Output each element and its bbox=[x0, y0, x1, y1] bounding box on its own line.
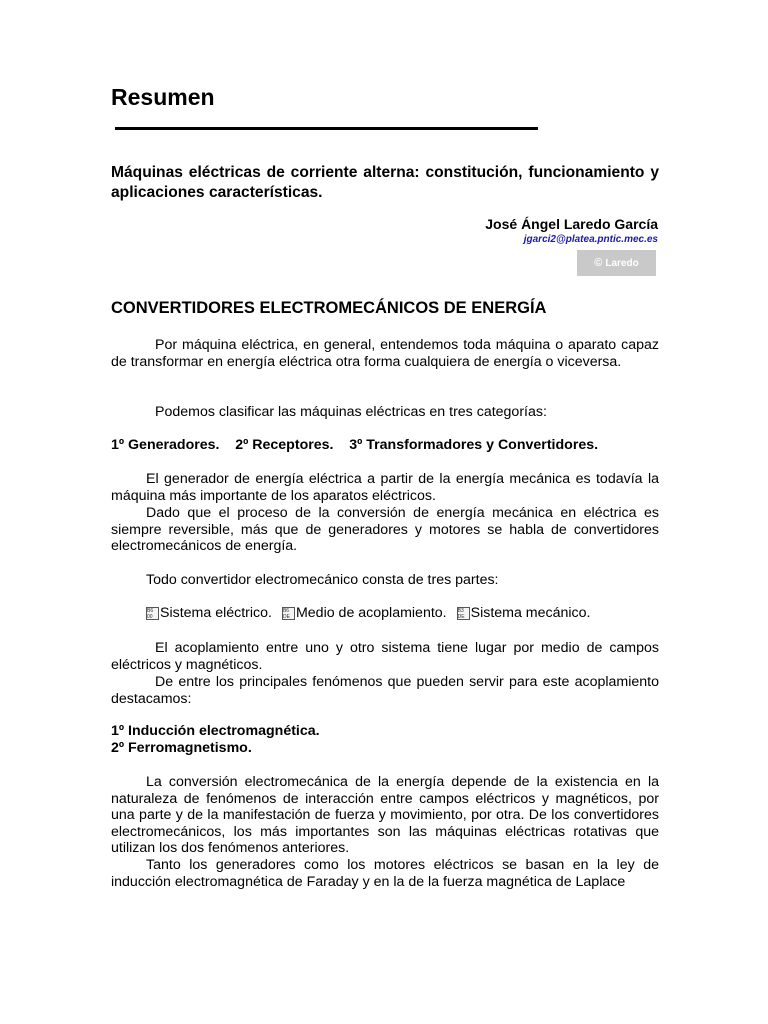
paragraph-generator: El generador de energía eléctrica a partir de la energía mecánica es todavía la máquina más importante de los aparatos eléctricos. bbox=[111, 471, 659, 504]
logo-text: Laredo bbox=[605, 257, 639, 269]
copyright-icon: © bbox=[594, 257, 603, 269]
paragraph-reversible: Dado que el proceso de la conversión de energía mecánica en eléctrica es siempre reversible, más que de generadores y motores se habla de convertidores electromecánicos de energía. bbox=[111, 505, 659, 554]
document-subject: Máquinas eléctricas de corriente alterna: constitución, funcionamiento y aplicaciones características. bbox=[111, 164, 659, 201]
paragraph-classification: Podemos clasificar las máquinas eléctricas en tres categorías: bbox=[155, 404, 547, 420]
phenomenon-ferromagnetism: 2º Ferromagnetismo. bbox=[111, 740, 252, 756]
phenomenon-induction: 1º Inducción electromagnética. bbox=[111, 723, 320, 739]
list-item bbox=[457, 605, 591, 622]
symbol-box-icon: B3 DE bbox=[457, 607, 470, 620]
symbol-box-icon: B6 00 bbox=[146, 607, 159, 620]
title-underline bbox=[115, 127, 538, 130]
copyright-logo bbox=[577, 250, 656, 276]
part-label: Sistema eléctrico. bbox=[160, 605, 272, 621]
paragraph-definition: Por máquina eléctrica, en general, entendemos toda máquina o aparato capaz de transformar en energía eléctrica otra forma cualquiera de energía o viceversa. bbox=[111, 337, 659, 370]
categories-list: 1º Generadores. 2º Receptores. 3º Transformadores y Convertidores. bbox=[111, 437, 599, 453]
paragraph-conversion: La conversión electromecánica de la energía depende de la existencia en la naturaleza de fenómenos de interacción entre campos eléctricos y magnéticos, por una parte y de la manifestación de fuerza y movimiento, por otra. De los convertidores electromecánicos, los más importantes son las máquinas eléctricas rotativas que utilizan los dos fenómenos anteriores. bbox=[111, 774, 659, 856]
part-label: Sistema mecánico. bbox=[470, 605, 591, 621]
section-heading: CONVERTIDORES ELECTROMECÁNICOS DE ENERGÍA bbox=[111, 299, 547, 317]
page-title: Resumen bbox=[111, 84, 215, 110]
list-item bbox=[146, 605, 272, 622]
paragraph-parts-intro: Todo convertidor electromecánico consta de tres partes: bbox=[146, 572, 499, 588]
part-label: Medio de acoplamiento. bbox=[295, 605, 447, 621]
author-email[interactable]: jgarci2@platea.pntic.mec.es bbox=[523, 234, 658, 245]
author-name: José Ángel Laredo García bbox=[485, 216, 658, 232]
paragraph-phenomena-intro: De entre los principales fenómenos que pueden servir para este acoplamiento destacamos: bbox=[111, 674, 659, 707]
parts-list bbox=[111, 605, 659, 622]
list-item bbox=[282, 605, 447, 622]
symbol-box-icon: B6 DE bbox=[282, 607, 295, 620]
paragraph-faraday-laplace: Tanto los generadores como los motores eléctricos se basan en la ley de inducción electromagnética de Faraday y en la de la fuerza magnética de Laplace bbox=[111, 857, 659, 890]
paragraph-coupling: El acoplamiento entre uno y otro sistema tiene lugar por medio de campos eléctricos y magnéticos. bbox=[111, 640, 659, 673]
